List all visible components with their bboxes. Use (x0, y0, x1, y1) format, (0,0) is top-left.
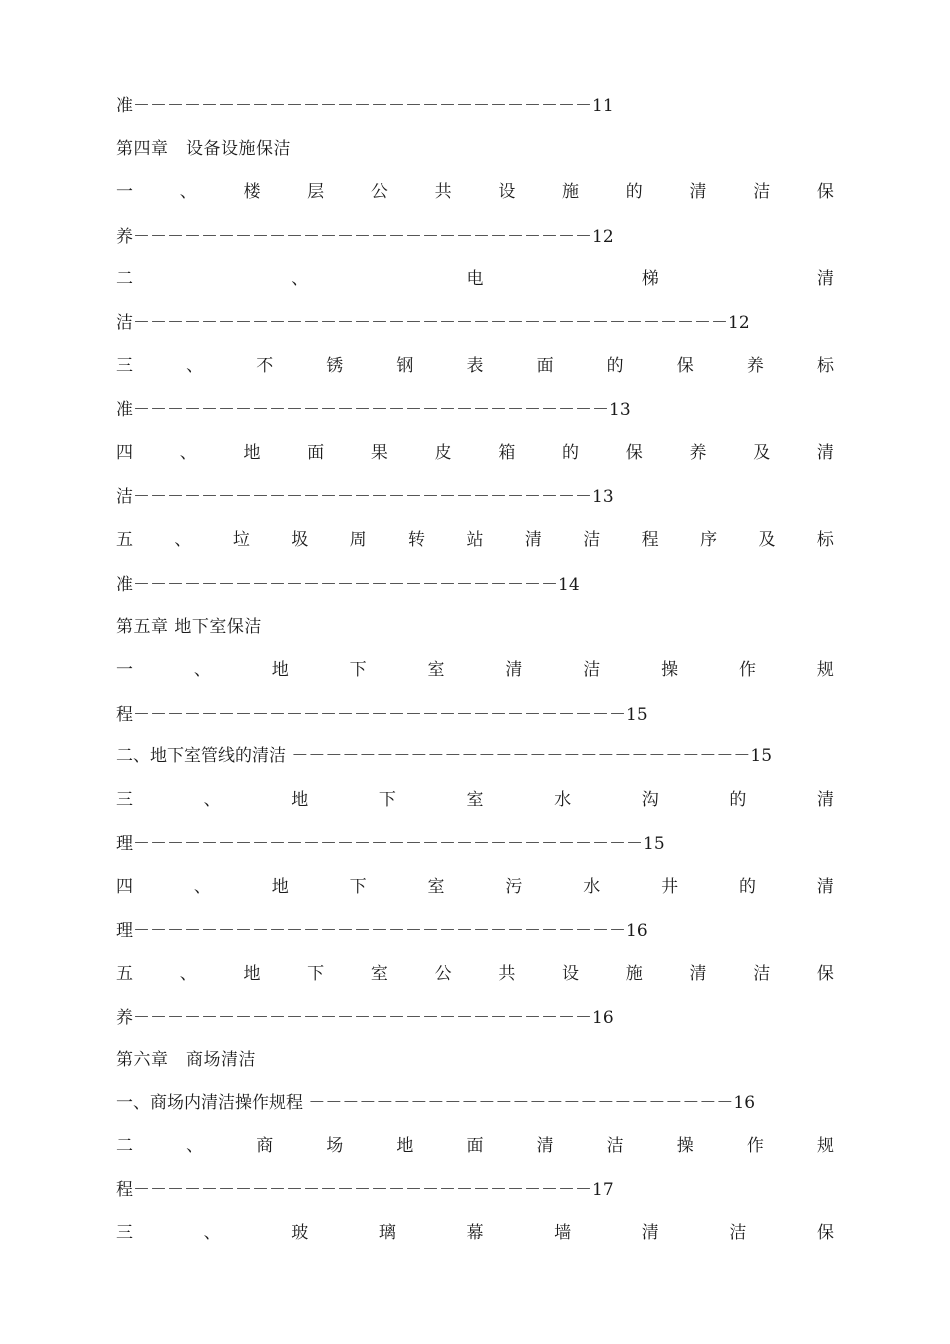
toc-char: 三 (116, 790, 133, 810)
toc-char: 规 (816, 1136, 834, 1156)
toc-char: 钢 (396, 356, 414, 376)
toc-char: 、 (179, 964, 197, 984)
toc-char: 公 (434, 964, 452, 984)
toc-leader-line: 准－－－－－－－－－－－－－－－－－－－－－－－－－－－11 (116, 96, 614, 116)
toc-char: 一 (116, 660, 133, 680)
toc-char: 程 (641, 530, 659, 550)
toc-leader-line: 养－－－－－－－－－－－－－－－－－－－－－－－－－－－12 (116, 227, 614, 247)
toc-char: 及 (758, 530, 776, 550)
toc-char: 三 (116, 1223, 133, 1243)
toc-char: 水 (583, 877, 601, 897)
toc-entry-justified (116, 440, 834, 466)
toc-char: 洁 (583, 530, 601, 550)
toc-char: 沟 (641, 790, 659, 810)
toc-char: 梯 (641, 269, 659, 289)
toc-char: 楼 (243, 182, 261, 202)
toc-char: 面 (536, 356, 554, 376)
toc-char: 洁 (606, 1136, 624, 1156)
toc-char: 、 (193, 877, 211, 897)
toc-char: 幕 (466, 1223, 484, 1243)
toc-char: 的 (625, 182, 643, 202)
toc-char: 保 (816, 182, 834, 202)
toc-char: 清 (817, 790, 834, 810)
toc-char: 不 (256, 356, 274, 376)
toc-char: 清 (524, 530, 542, 550)
toc-char: 商 (256, 1136, 274, 1156)
toc-char: 、 (174, 530, 192, 550)
toc-char: 室 (427, 660, 445, 680)
toc-char: 保 (676, 356, 694, 376)
toc-char: 作 (746, 1136, 764, 1156)
toc-char: 下 (378, 790, 396, 810)
toc-leader-line: 洁－－－－－－－－－－－－－－－－－－－－－－－－－－－－－－－－－－－12 (116, 313, 750, 333)
toc-char: 清 (505, 660, 523, 680)
toc-leader-line: 理－－－－－－－－－－－－－－－－－－－－－－－－－－－－－－15 (116, 834, 665, 854)
toc-char: 五 (116, 530, 133, 550)
toc-char: 三 (116, 356, 133, 376)
toc-char: 施 (562, 182, 580, 202)
toc-char: 公 (370, 182, 388, 202)
toc-char: 清 (689, 964, 707, 984)
toc-char: 清 (536, 1136, 554, 1156)
toc-char: 的 (606, 356, 624, 376)
toc-char: 操 (661, 660, 679, 680)
toc-char: 的 (729, 790, 747, 810)
toc-char: 场 (326, 1136, 344, 1156)
toc-char: 五 (116, 964, 133, 984)
toc-leader-line: 洁－－－－－－－－－－－－－－－－－－－－－－－－－－－13 (116, 487, 614, 507)
chapter-heading: 第六章 商场清洁 (116, 1050, 256, 1070)
toc-char: 墙 (554, 1223, 572, 1243)
toc-leader-line: 程－－－－－－－－－－－－－－－－－－－－－－－－－－－17 (116, 1180, 614, 1200)
toc-char: 养 (746, 356, 764, 376)
toc-char: 四 (116, 443, 133, 463)
toc-char: 保 (816, 964, 834, 984)
toc-char: 璃 (378, 1223, 396, 1243)
toc-char: 洁 (753, 182, 771, 202)
chapter-heading: 第四章 设备设施保洁 (116, 139, 291, 159)
toc-char: 果 (370, 443, 388, 463)
toc-leader-line: 程－－－－－－－－－－－－－－－－－－－－－－－－－－－－－15 (116, 705, 648, 725)
toc-char: 、 (291, 269, 309, 289)
toc-char: 下 (307, 964, 325, 984)
toc-char: 保 (817, 1223, 834, 1243)
toc-char: 操 (676, 1136, 694, 1156)
toc-leader-line: 准－－－－－－－－－－－－－－－－－－－－－－－－－14 (116, 575, 580, 595)
toc-char: 清 (689, 182, 707, 202)
toc-leader-line: 理－－－－－－－－－－－－－－－－－－－－－－－－－－－－－16 (116, 921, 648, 941)
toc-leader-line: 准－－－－－－－－－－－－－－－－－－－－－－－－－－－－13 (116, 400, 631, 420)
toc-char: 、 (179, 182, 197, 202)
toc-char: 清 (641, 1223, 659, 1243)
toc-entry-justified (116, 266, 834, 292)
toc-char: 序 (700, 530, 718, 550)
toc-char: 地 (243, 443, 261, 463)
toc-char: 垃 (232, 530, 250, 550)
toc-char: 地 (396, 1136, 414, 1156)
toc-char: 、 (203, 790, 221, 810)
toc-char: 、 (186, 356, 204, 376)
toc-char: 二 (116, 269, 133, 289)
toc-char: 玻 (291, 1223, 309, 1243)
toc-char: 设 (498, 182, 516, 202)
toc-char: 层 (307, 182, 325, 202)
toc-char: 、 (179, 443, 197, 463)
toc-entry-justified (116, 527, 834, 553)
toc-leader-line: 二、地下室管线的清洁 －－－－－－－－－－－－－－－－－－－－－－－－－－－15 (116, 746, 773, 766)
toc-char: 设 (562, 964, 580, 984)
toc-char: 的 (562, 443, 580, 463)
toc-char: 洁 (729, 1223, 747, 1243)
toc-leader-line: 养－－－－－－－－－－－－－－－－－－－－－－－－－－－16 (116, 1008, 614, 1028)
toc-entry-justified (116, 1220, 834, 1246)
toc-entry-justified (116, 874, 834, 900)
toc-leader-line: 一、商场内清洁操作规程 －－－－－－－－－－－－－－－－－－－－－－－－－16 (116, 1093, 756, 1113)
toc-char: 及 (753, 443, 771, 463)
toc-char: 养 (689, 443, 707, 463)
toc-char: 共 (498, 964, 516, 984)
toc-char: 面 (307, 443, 325, 463)
toc-char: 保 (625, 443, 643, 463)
toc-char: 下 (349, 660, 367, 680)
toc-char: 转 (408, 530, 426, 550)
toc-char: 标 (816, 356, 834, 376)
toc-char: 室 (466, 790, 484, 810)
toc-char: 洁 (753, 964, 771, 984)
toc-char: 周 (349, 530, 367, 550)
toc-char: 标 (816, 530, 834, 550)
toc-char: 作 (739, 660, 756, 680)
toc-char: 规 (816, 660, 834, 680)
toc-char: 皮 (434, 443, 452, 463)
toc-char: 二 (116, 1136, 133, 1156)
toc-entry-justified (116, 787, 834, 813)
toc-char: 地 (271, 877, 289, 897)
toc-char: 地 (271, 660, 289, 680)
toc-char: 地 (243, 964, 261, 984)
chapter-heading: 第五章 地下室保洁 (116, 617, 262, 637)
toc-char: 四 (116, 877, 133, 897)
toc-entry-justified (116, 657, 834, 683)
toc-entry-justified (116, 353, 834, 379)
toc-char: 共 (434, 182, 452, 202)
toc-char: 、 (193, 660, 211, 680)
toc-char: 圾 (291, 530, 309, 550)
toc-char: 洁 (583, 660, 601, 680)
toc-char: 锈 (326, 356, 344, 376)
toc-char: 箱 (498, 443, 516, 463)
toc-char: 面 (466, 1136, 484, 1156)
toc-char: 站 (466, 530, 484, 550)
toc-char: 室 (427, 877, 445, 897)
toc-char: 表 (466, 356, 484, 376)
toc-char: 井 (661, 877, 679, 897)
toc-entry-justified (116, 179, 834, 205)
toc-char: 电 (466, 269, 484, 289)
toc-char: 污 (505, 877, 523, 897)
toc-page (116, 0, 834, 1344)
toc-char: 地 (291, 790, 309, 810)
toc-char: 清 (816, 443, 834, 463)
toc-char: 、 (203, 1223, 221, 1243)
toc-char: 清 (817, 269, 834, 289)
toc-char: 室 (370, 964, 388, 984)
toc-char: 施 (625, 964, 643, 984)
toc-entry-justified (116, 961, 834, 987)
toc-char: 水 (554, 790, 572, 810)
toc-char: 的 (739, 877, 756, 897)
toc-char: 、 (186, 1136, 204, 1156)
toc-char: 清 (816, 877, 834, 897)
toc-char: 一 (116, 182, 133, 202)
toc-entry-justified (116, 1133, 834, 1159)
toc-char: 下 (349, 877, 367, 897)
